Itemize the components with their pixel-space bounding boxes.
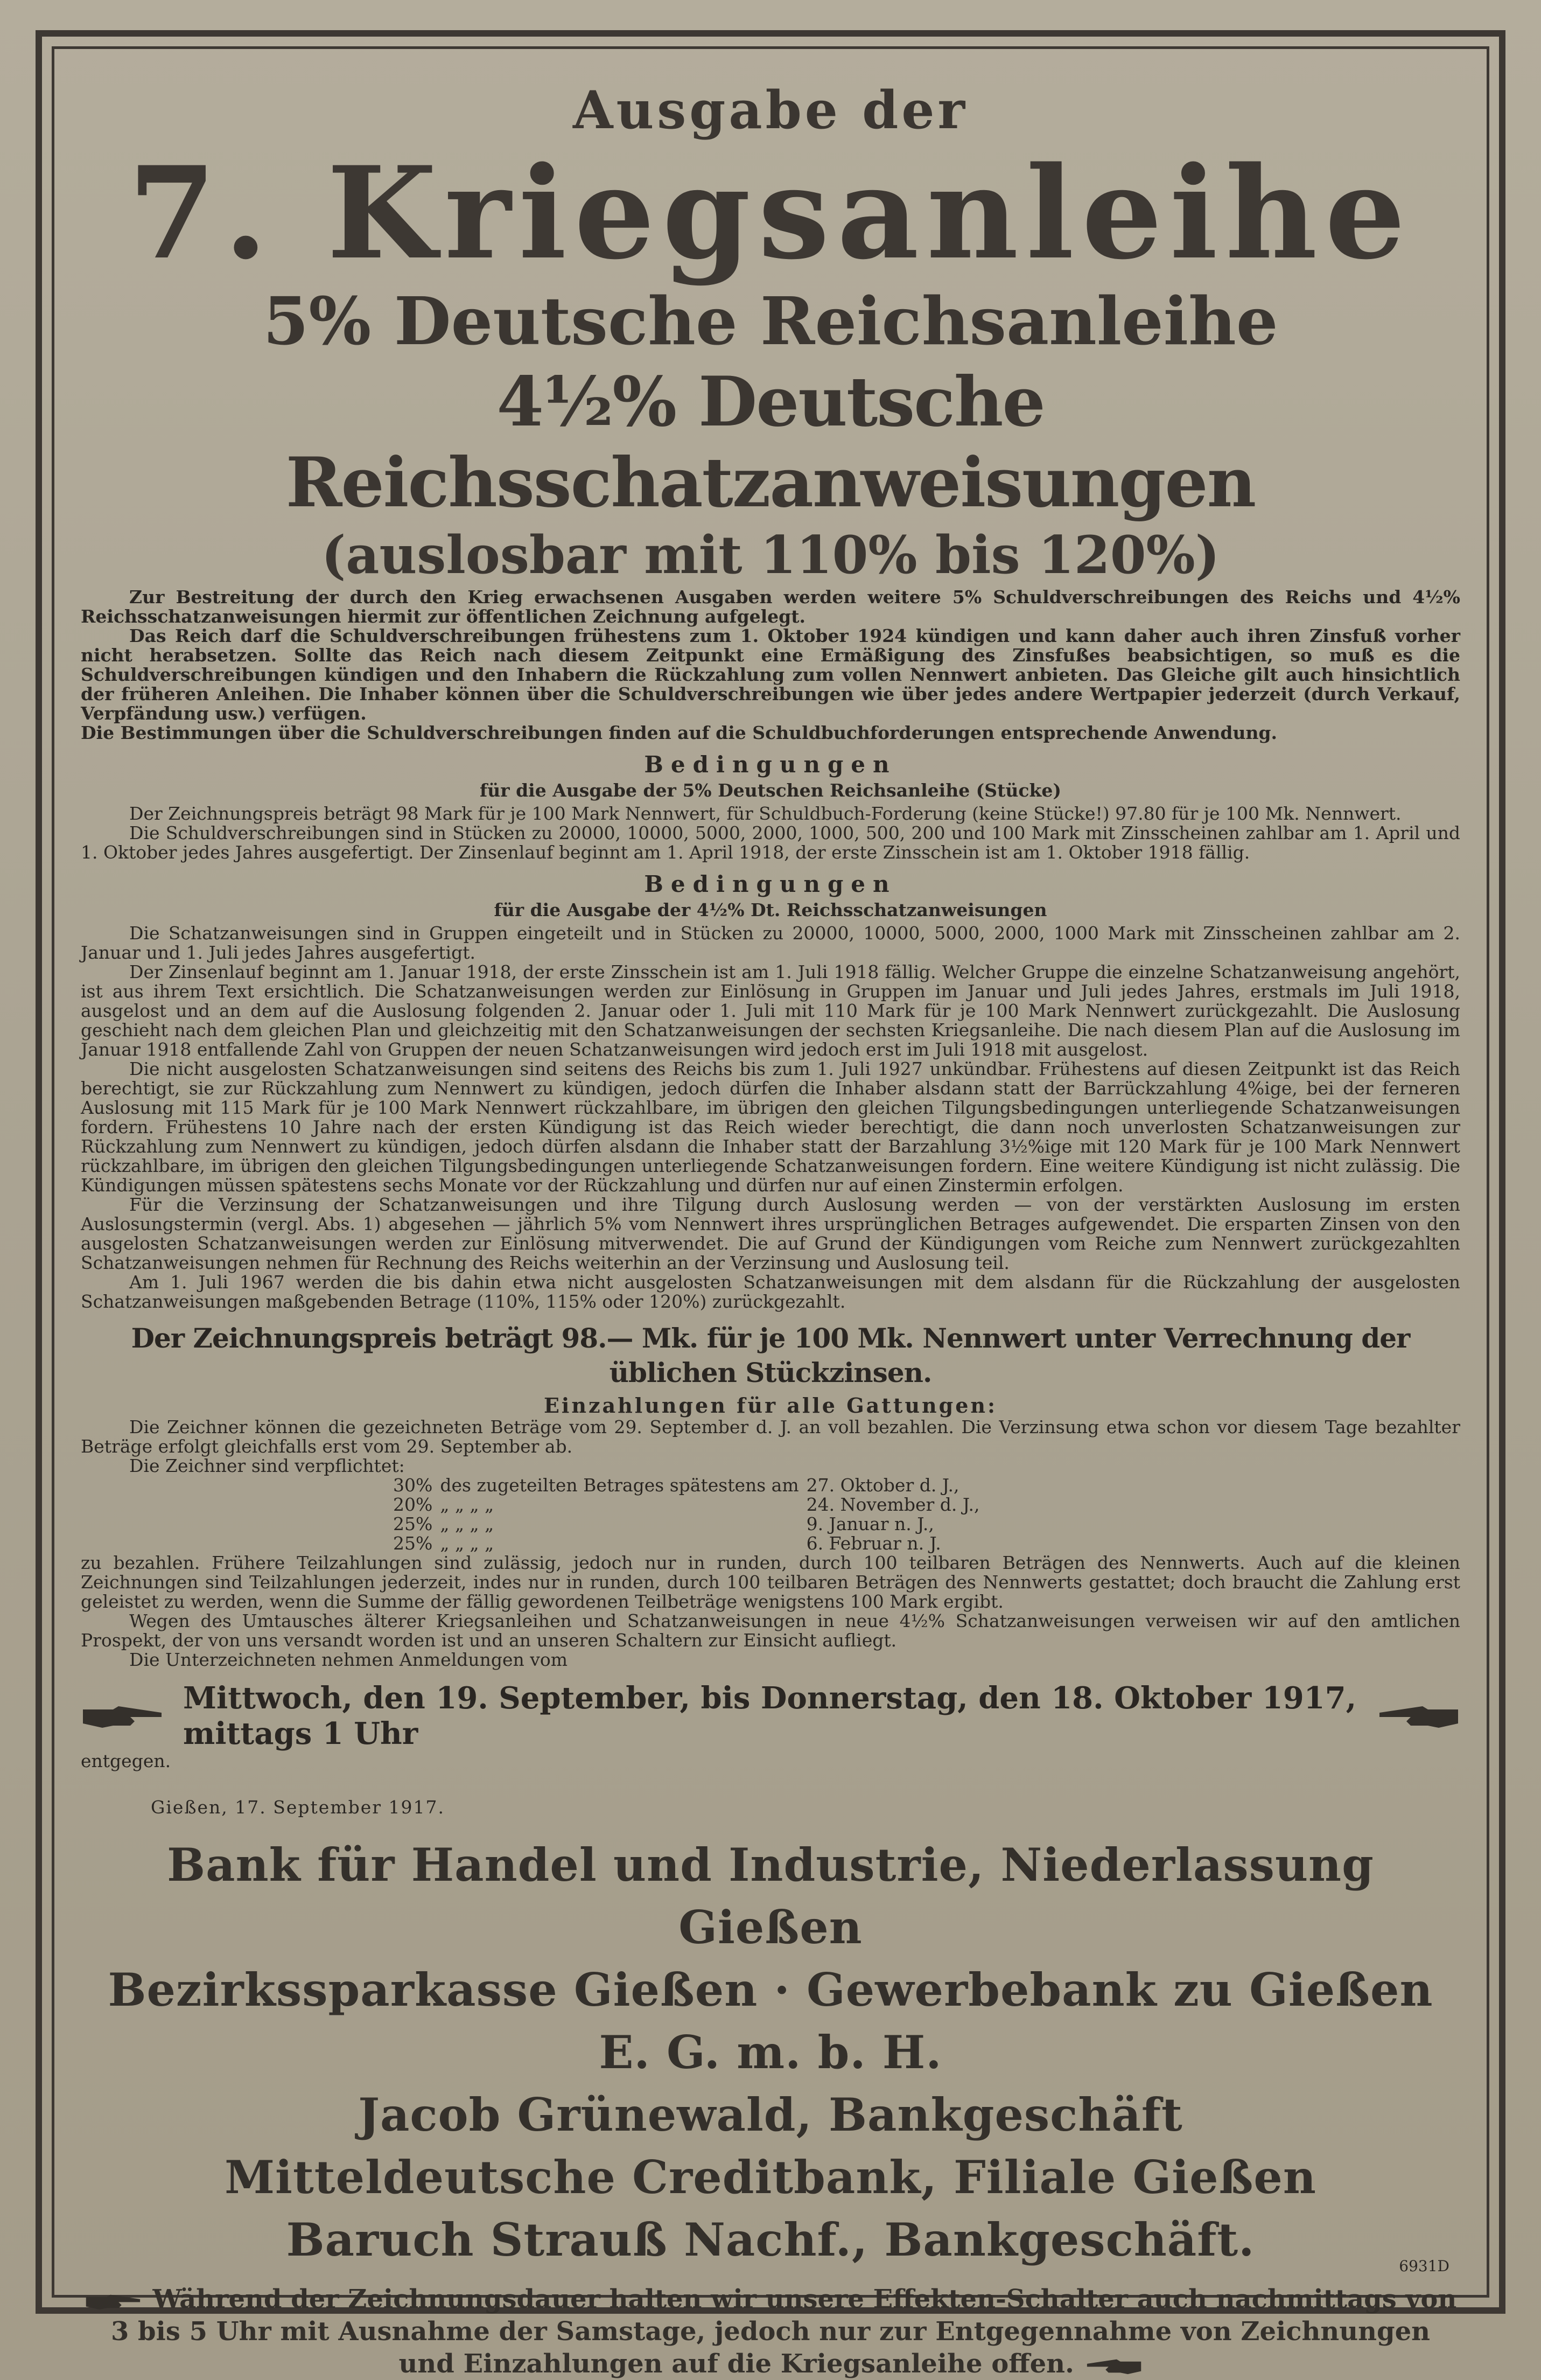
closing-notice bbox=[81, 2283, 1460, 2380]
conditions-2-paragraph-1: Die Schatzanweisungen sind in Gruppen eingeteilt und in Stücken zu 20000, 10000, 5000, 2000, 1000 Mark mit Zinsscheinen zahlbar am 2. Januar und 1. Juli jedes Jahres ausgefertigt. bbox=[81, 923, 1460, 963]
conditions-1-subheading: für die Ausgabe der 5% Deutschen Reichsanleihe (Stücke) bbox=[480, 780, 1061, 801]
bank-name: Bezirkssparkasse Gießen · Gewerbebank zu Gießen E. G. m. b. H. bbox=[108, 1963, 1433, 2079]
main-title: 7. Kriegsanleihe bbox=[128, 139, 1413, 288]
pointing-hand-left-icon bbox=[1083, 2356, 1143, 2376]
schedule-row bbox=[393, 1495, 987, 1514]
payments-paragraph-5: Die Unterzeichneten nehmen Anmeldungen vom bbox=[129, 1649, 568, 1670]
schedule-row bbox=[393, 1476, 987, 1495]
intro-paragraph-3: Die Bestimmungen über die Schuldverschreibungen finden auf die Schuldbuchforderungen entsprechende Anwendung. bbox=[81, 722, 1278, 743]
subtitle-reichsanleihe: 5% Deutsche Reichsanleihe bbox=[263, 282, 1278, 360]
payments-paragraph-2: Die Zeichner sind verpflichtet: bbox=[129, 1455, 405, 1476]
schedule-row bbox=[393, 1514, 987, 1534]
payments-paragraph-4: Wegen des Umtausches älterer Kriegsanleihen und Schatzanweisungen in neue 4½% Schatzanweisungen verweisen wir auf den amtlichen Prospekt, der von uns versandt worden ist und an unseren Schaltern zur Einsicht aufliegt. bbox=[81, 1610, 1460, 1651]
schedule-row bbox=[393, 1534, 987, 1553]
schedule-date: 24. November d. J., bbox=[806, 1494, 980, 1515]
conditions-1-paragraph-1: Der Zeichnungspreis beträgt 98 Mark für je 100 Mark Nennwert, für Schuldbuch-Forderung (keine Stücke!) 97.80 für je 100 Mk. Nennwert. bbox=[129, 803, 1402, 824]
place-and-date: Gießen, 17. September 1917. bbox=[151, 1797, 445, 1818]
bank-name: Jacob Grünewald, Bankgeschäft bbox=[358, 2088, 1183, 2141]
schedule-text: „ „ „ „ bbox=[440, 1533, 494, 1554]
conditions-2-paragraph-2: Der Zinsenlauf beginnt am 1. Januar 1918, der erste Zinsschein ist am 1. Juli 1918 fällig. Welcher Gruppe die einzelne Schatzanweisung angehört, ist aus ihrem Text ersichtlich. Die Schatzanweisungen werden zur Einlösung in Gruppen im Januar und Juli jedes Jahres, erstmals im Juli 1918, ausgelost und an dem auf die Auslosung folgenden 2. Januar oder 1. Juli mit 110 Mark für je 100 Mark Nennwert zurückgezahlt. Die Auslosung geschieht nach dem gleichen Plan und gleichzeitig mit den Schatzanweisungen der sechsten Kriegsanleihe. Die nach diesem Plan auf die Auslosung im Januar 1918 entfallende Zahl von Gruppen der neuen Schatzanweisungen wird jedoch erst im Juli 1918 mit ausgelost. bbox=[81, 961, 1460, 1060]
bank-name: Baruch Strauß Nachf., Bankgeschäft. bbox=[286, 2213, 1255, 2266]
conditions-2-paragraph-5: Am 1. Juli 1967 werden die bis dahin etwa nicht ausgelosten Schatzanweisungen mit dem alsdann für die Rückzahlung der ausgelosten Schatzanweisungen maßgebenden Betrage (110%, 115% oder 120%) zurückgezahlt. bbox=[81, 1272, 1460, 1312]
intro-paragraph-1: Zur Bestreitung der durch den Krieg erwachsenen Ausgaben werden weitere 5% Schuldverschreibungen des Reichs und 4½% Reichsschatzanweisungen hiermit zur öffentlichen Zeichnung aufgelegt. bbox=[81, 587, 1460, 627]
schedule-text: „ „ „ „ bbox=[440, 1494, 494, 1515]
intro-paragraph-2: Das Reich darf die Schuldverschreibungen frühestens zum 1. Oktober 1924 kündigen und kann daher auch ihren Zinsfuß vorher nicht herabsetzen. Sollte das Reich nach diesem Zeitpunkt eine Ermäßigung des Zinsfußes beabsichtigen, so muß es die Schuldverschreibungen kündigen und den Inhabern die Rückzahlung zum vollen Nennwert anbieten. Das Gleiche gilt auch hinsichtlich der früheren Anleihen. Die Inhaber können über die Schuldverschreibungen wie über jedes andere Wertpapier jederzeit (durch Verkauf, Verpfändung usw.) verfügen. bbox=[81, 625, 1460, 724]
conditions-2-heading: Bedingungen bbox=[644, 871, 897, 897]
pre-title: Ausgabe der bbox=[572, 80, 969, 141]
payments-heading: Einzahlungen für alle Gattungen: bbox=[543, 1393, 998, 1418]
payments-paragraph-3: zu bezahlen. Frühere Teilzahlungen sind zulässig, jedoch nur in runden, durch 100 teilbaren Beträgen des Nennwerts. Auch auf die kleinen Zeichnungen sind Teilzahlungen jederzeit, indes nur in runden, durch 100 teilbaren Beträgen des Nennwerts gestattet; doch braucht die Zahlung erst geleistet zu werden, wenn die Summe der fällig gewordenen Teilbeträge wenigstens 100 Mark ergibt. bbox=[81, 1552, 1460, 1612]
subscription-period bbox=[81, 1680, 1460, 1751]
schedule-pct: 30% bbox=[393, 1475, 433, 1496]
pointing-hand-right-icon bbox=[85, 2292, 144, 2311]
payment-schedule bbox=[393, 1476, 987, 1553]
schedule-text: des zugeteilten Betrages spätestens am bbox=[440, 1475, 799, 1496]
schedule-pct: 25% bbox=[393, 1533, 433, 1554]
print-code: 6931D bbox=[1399, 2257, 1449, 2275]
bank-list bbox=[81, 1834, 1460, 2271]
conditions-1-paragraph-2: Die Schuldverschreibungen sind in Stücken zu 20000, 10000, 5000, 2000, 1000, 500, 200 und 100 Mark mit Zinsscheinen zahlbar am 1. April und 1. Oktober jedes Jahres ausgefertigt. Der Zinsenlauf beginnt am 1. April 1918, der erste Zinsschein ist am 1. Oktober 1918 fällig. bbox=[81, 822, 1460, 863]
schedule-date: 9. Januar n. J., bbox=[806, 1513, 934, 1534]
conditions-2-paragraph-3: Die nicht ausgelosten Schatzanweisungen sind seitens des Reichs bis zum 1. Juli 1927 unkündbar. Frühestens auf diesen Zeitpunkt ist das Reich berechtigt, sie zur Rückzahlung zum Nennwert zu kündigen, jedoch dürfen die Inhaber alsdann statt der Barrückzahlung 4%ige, bei der ferneren Auslosung mit 115 Mark für je 100 Mark Nennwert rückzahlbare, im übrigen den gleichen Tilgungsbedingungen unterliegende Schatzanweisungen fordern. Frühestens 10 Jahre nach der ersten Kündigung ist das Reich wieder berechtigt, die dann noch unverlosten Schatzanweisungen zur Rückzahlung zum Nennwert zu kündigen, jedoch dürfen alsdann die Inhaber statt der Barzahlung 3½%ige mit 120 Mark für je 100 Mark Nennwert rückzahlbare, im übrigen den gleichen Tilgungsbedingungen unterliegende Schatzanweisungen fordern. Eine weitere Kündigung ist nicht zulässig. Die Kündigungen müssen spätestens sechs Monate vor der Rückzahlung und dürfen nur auf einen Zinstermin erfolgen. bbox=[81, 1058, 1460, 1196]
schedule-pct: 25% bbox=[393, 1513, 433, 1534]
subtitle-auslosbar: (auslosbar mit 110% bis 120%) bbox=[321, 525, 1220, 585]
pointing-hand-right-icon bbox=[81, 1702, 167, 1730]
closing-notice-text: Während der Zeichnungsdauer halten wir unsere Effekten-Schalter auch nachmittags von 3 bis 5 Uhr mit Ausnahme der Samstage, jedoch nur zur Entgegennahme von Zeichnungen und Einzahlungen auf die Kriegsanleihe offen. bbox=[110, 2284, 1457, 2379]
advertisement bbox=[81, 65, 1460, 2379]
bank-name: Mitteldeutsche Creditbank, Filiale Gießen bbox=[225, 2151, 1316, 2204]
subscription-price-line: Der Zeichnungspreis beträgt 98.— Mk. für je 100 Mk. Nennwert unter Verrechnung der üblichen Stückzinsen. bbox=[131, 1322, 1410, 1388]
bank-name: Bank für Handel und Industrie, Niederlassung Gießen bbox=[167, 1838, 1374, 1954]
schedule-date: 6. Februar n. J. bbox=[806, 1533, 941, 1554]
conditions-1-heading: Bedingungen bbox=[644, 751, 897, 778]
date-suffix: entgegen. bbox=[81, 1750, 171, 1771]
conditions-2-subheading: für die Ausgabe der 4½% Dt. Reichsschatzanweisungen bbox=[494, 899, 1047, 920]
subscription-period-text: Mittwoch, den 19. September, bis Donnerstag, den 18. Oktober 1917, mittags 1 Uhr bbox=[183, 1680, 1357, 1751]
subtitle-schatzanweisungen: 4½% Deutsche Reichsschatzanweisungen bbox=[285, 362, 1256, 522]
schedule-date: 27. Oktober d. J., bbox=[806, 1475, 959, 1496]
schedule-text: „ „ „ „ bbox=[440, 1513, 494, 1534]
payments-paragraph-1: Die Zeichner können die gezeichneten Beträge vom 29. September d. J. an voll bezahlen. Die Verzinsung etwa schon vor diesem Tage bezahlter Beträge erfolgt gleichfalls erst vom 29. September ab. bbox=[81, 1416, 1460, 1457]
conditions-2-paragraph-4: Für die Verzinsung der Schatzanweisungen und ihre Tilgung durch Auslosung werden — von der verstärkten Auslosung im ersten Auslosungstermin (vergl. Abs. 1) abgesehen — jährlich 5% vom Nennwert ihres ursprünglichen Betrages aufgewendet. Die ersparten Zinsen von den ausgelosten Schatzanweisungen werden zur Einlösung mitverwendet. Die auf Grund der Kündigungen vom Reiche zum Nennwert zurückgezahlten Schatzanweisungen nehmen für Rechnung des Reichs weiterhin an der Verzinsung und Auslosung teil. bbox=[81, 1194, 1460, 1273]
pointing-hand-left-icon bbox=[1374, 1702, 1460, 1730]
schedule-pct: 20% bbox=[393, 1494, 433, 1515]
